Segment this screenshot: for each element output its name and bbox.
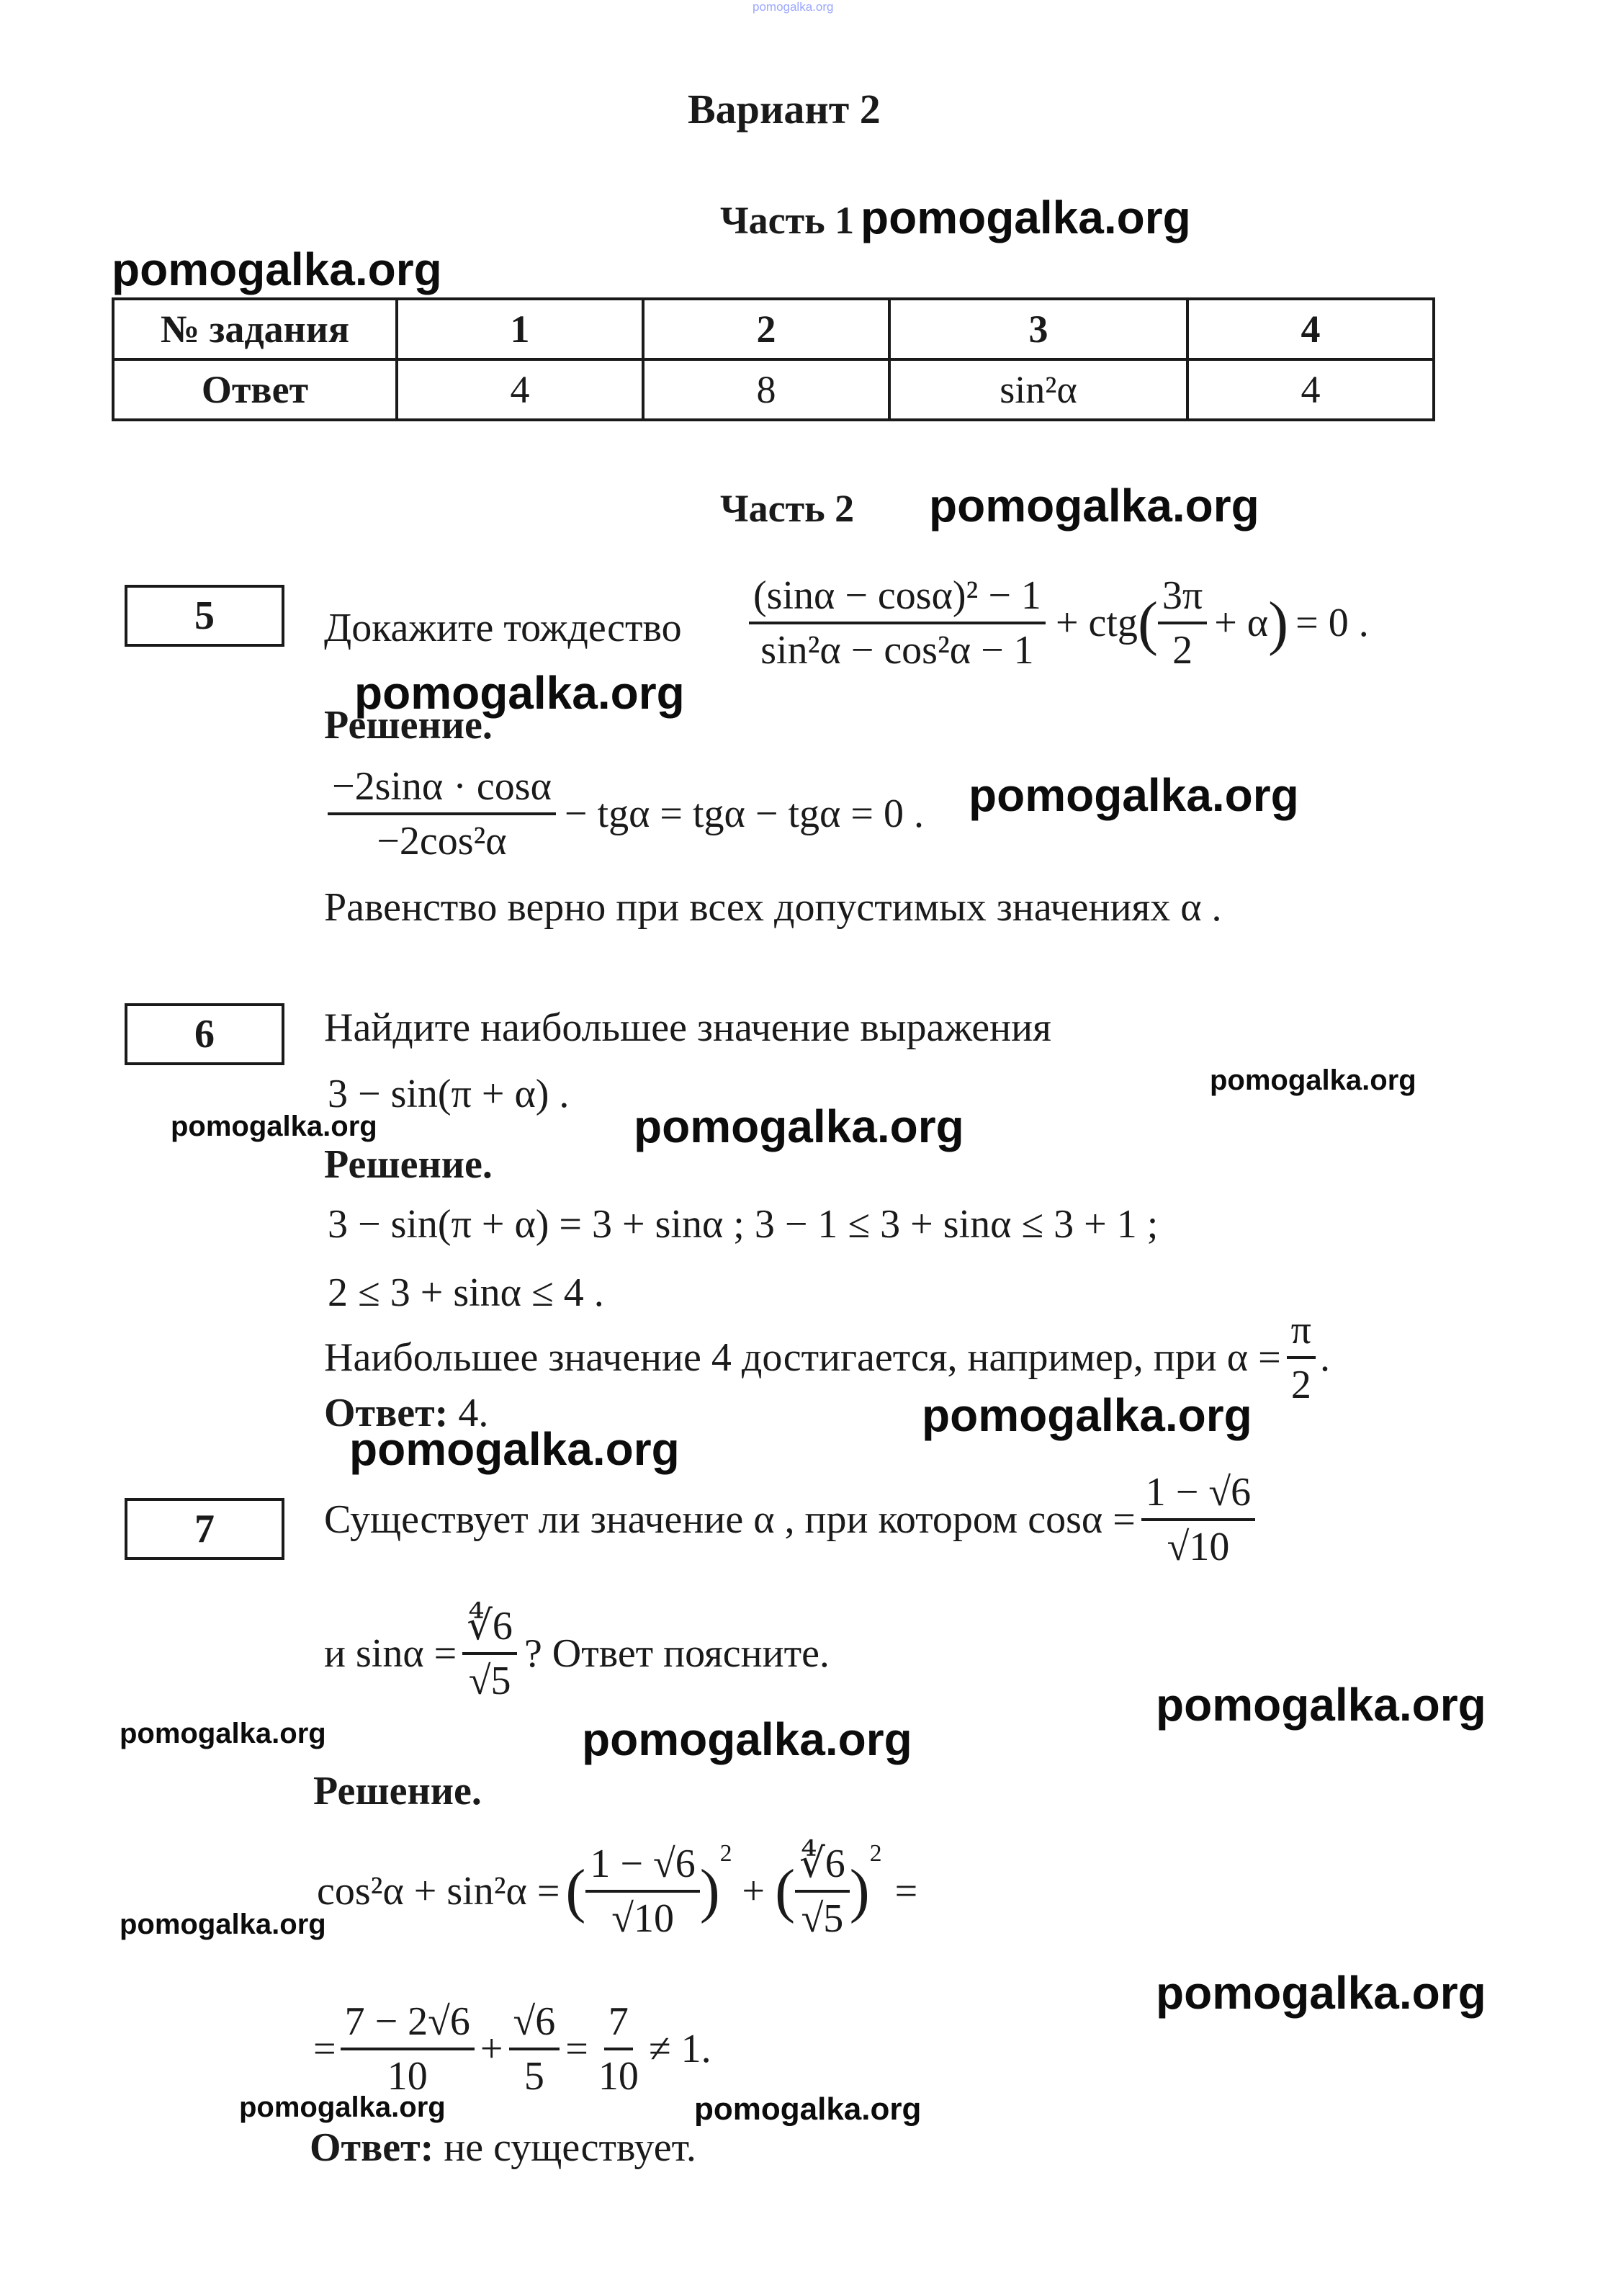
ctg-alpha: + α [1214, 601, 1269, 645]
answer-cell: 4 [1187, 359, 1434, 420]
watermark: pomogalka.org [1210, 1064, 1416, 1096]
fraction-numerator: 3π [1158, 573, 1207, 624]
watermark: pomogalka.org [969, 769, 1299, 821]
task7-sin-line [324, 1602, 830, 1704]
fraction-5 [594, 1999, 643, 2099]
paren-open: ( [775, 1857, 796, 1924]
ctg-term: + ctg [1055, 601, 1138, 645]
task6-prompt: Найдите наибольшее значение выражения [324, 1005, 1051, 1050]
not-equal-one: ≠ 1. [648, 2027, 711, 2071]
task7-answer [310, 2125, 696, 2171]
answer-cell: sin²α [889, 359, 1187, 420]
paren-open: ( [565, 1857, 586, 1924]
task6-solution-line1: 3 − sin(π + α) = 3 + sinα ; 3 − 1 ≤ 3 + sinα ≤ 3 + 1 ; [328, 1202, 1159, 1247]
fraction-numerator: ∜6 [462, 1602, 517, 1655]
fraction-denominator: sin²α − cos²α − 1 [760, 628, 1034, 673]
answer-cell: 4 [397, 359, 643, 420]
fraction-3 [341, 1999, 475, 2099]
paren-close: ) [849, 1857, 870, 1924]
answer-value: 4. [448, 1391, 489, 1435]
line1-lead: cos²α + sin²α = [317, 1868, 560, 1914]
fraction-denominator: √10 [1167, 1525, 1230, 1569]
task5-solution [328, 763, 924, 864]
fraction-numerator: ∜6 [795, 1840, 850, 1893]
task5-prompt: Докажите тождество [324, 606, 682, 650]
watermark: pomogalka.org [349, 1423, 680, 1475]
watermark: pomogalka.org [112, 243, 442, 295]
watermark: pomogalka.org [354, 667, 685, 719]
ctg-fraction [1158, 573, 1207, 673]
exponent: 2 [719, 1840, 732, 1867]
task6-line3-text: Наибольшее значение 4 достигается, например, при α = [324, 1335, 1281, 1380]
watermark: pomogalka.org [922, 1389, 1252, 1441]
watermark: pomogalka.org [120, 1718, 326, 1749]
watermark: pomogalka.org [634, 1100, 964, 1152]
answer-value: не существует. [434, 2125, 696, 2170]
table-row [113, 359, 1434, 420]
table-row [113, 299, 1434, 359]
task5-solution-fraction [328, 763, 556, 864]
fraction-4 [509, 1999, 560, 2099]
sin-fraction [462, 1602, 517, 1704]
top-watermark: pomogalka.org [753, 0, 834, 14]
paren-close: ) [1268, 589, 1289, 657]
paren-close: ) [699, 1857, 720, 1924]
task-number-cell: 4 [1187, 299, 1434, 359]
fraction-denominator: √5 [801, 1896, 844, 1941]
fraction-denominator: 2 [1290, 1363, 1311, 1407]
watermark: pomogalka.org [1156, 1679, 1486, 1731]
variant-title: Вариант 2 [688, 86, 881, 133]
watermark: pomogalka.org [120, 1909, 326, 1940]
task5-main-fraction [749, 573, 1046, 673]
fraction-denominator: 5 [524, 2054, 544, 2099]
watermark: pomogalka.org [694, 2091, 922, 2127]
fraction-1 [585, 1841, 699, 1942]
fraction-denominator: −2cos²α [377, 819, 507, 864]
task7-solution-line1 [317, 1840, 917, 1942]
fraction-denominator: 2 [1172, 628, 1193, 673]
answer-label: Ответ: [324, 1391, 449, 1435]
watermark: pomogalka.org [239, 2091, 446, 2123]
task5-conclusion: Равенство верно при всех допустимых значениях α . [324, 885, 1222, 930]
watermark: pomogalka.org [582, 1713, 912, 1765]
part1-title: Часть 1 [720, 199, 855, 242]
exponent: 2 [869, 1840, 882, 1867]
task6-solution-line2: 2 ≤ 3 + sinα ≤ 4 . [328, 1270, 604, 1315]
task-number-box: 7 [125, 1498, 284, 1560]
watermark: pomogalka.org [861, 192, 1191, 243]
plus-sign: + [480, 2027, 503, 2071]
fraction-2 [795, 1840, 850, 1942]
task-number-cell: 1 [397, 299, 643, 359]
answer-cell: 8 [643, 359, 889, 420]
task7-solution-line2 [313, 1999, 711, 2099]
task-number-cell: 2 [643, 299, 889, 359]
part2-title: Часть 2 [720, 487, 855, 530]
cos-fraction [1141, 1469, 1255, 1570]
fraction-numerator: 7 − 2√6 [341, 1999, 475, 2050]
table-header-cell: Ответ [113, 359, 397, 420]
alpha-fraction [1287, 1307, 1316, 1408]
fraction-numerator: −2sinα · cosα [328, 763, 556, 815]
task6-line3-end: . [1319, 1335, 1330, 1380]
task5-identity [749, 573, 1369, 673]
fraction-denominator: 10 [387, 2054, 428, 2099]
task6-expression: 3 − sin(π + α) . [328, 1072, 570, 1116]
fraction-numerator: 1 − √6 [1141, 1469, 1255, 1521]
fraction-numerator: √6 [509, 1999, 560, 2050]
task-number-box: 5 [125, 585, 284, 647]
task7-question: ? Ответ поясните. [524, 1631, 830, 1676]
task7-prompt-line [324, 1469, 1255, 1570]
fraction-denominator: 10 [598, 2054, 639, 2099]
fraction-denominator: √5 [468, 1659, 511, 1703]
fraction-numerator: 1 − √6 [585, 1841, 699, 1893]
answer-label: Ответ: [310, 2125, 434, 2170]
task-number-cell: 3 [889, 299, 1187, 359]
fraction-numerator: 7 [604, 1999, 633, 2050]
plus-sign: + [742, 1868, 765, 1914]
equals-sign: = [313, 2027, 336, 2071]
watermark: pomogalka.org [929, 480, 1259, 532]
equals-sign: = [565, 2027, 588, 2071]
identity-end: = 0 . [1295, 601, 1369, 645]
part1-answer-table [112, 297, 1435, 421]
paren-open: ( [1137, 589, 1158, 657]
fraction-numerator: (sinα − cosα)² − 1 [749, 573, 1046, 624]
fraction-denominator: √10 [611, 1896, 674, 1941]
watermark: pomogalka.org [1156, 1967, 1486, 2019]
task7-prompt: Существует ли значение α , при котором cosα = [324, 1497, 1136, 1542]
task5-solution-tail: − tgα = tgα − tgα = 0 . [564, 792, 924, 836]
task-number-box: 6 [125, 1003, 284, 1065]
watermark: pomogalka.org [171, 1111, 377, 1142]
table-header-cell: № задания [113, 299, 397, 359]
task5-solution-label: Решение. [324, 703, 493, 748]
equals-sign: = [894, 1868, 918, 1914]
task7-solution-label: Решение. [313, 1769, 482, 1813]
task6-solution-label: Решение. [324, 1142, 493, 1187]
task7-and-sin: и sinα = [324, 1631, 457, 1676]
fraction-numerator: π [1287, 1307, 1316, 1359]
